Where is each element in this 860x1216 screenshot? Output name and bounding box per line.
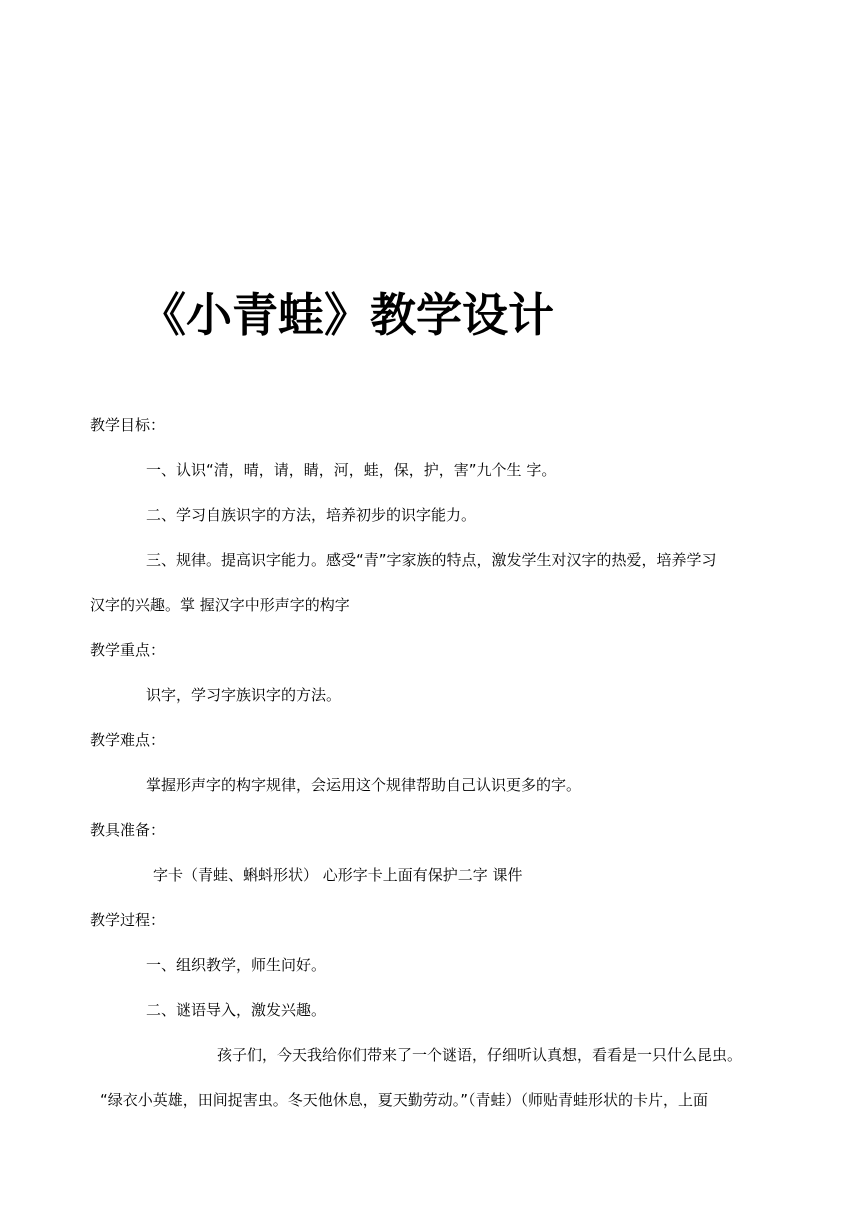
process-paragraph: 孩子们，今天我给你们带来了一个谜语，仔细听认真想，看看是一只什么昆虫。 — [217, 1046, 743, 1064]
process-step-1: 一、组织教学，师生问好。 — [146, 956, 327, 974]
teaching-difficulty-text: 掌握形声字的构字规律，会运用这个规律帮助自己认识更多的字。 — [146, 776, 582, 794]
heading-teaching-focus: 教学重点： — [90, 641, 166, 659]
heading-teaching-difficulty: 教学难点： — [90, 731, 166, 749]
process-paragraph-continued: “绿衣小英雄，田间捉害虫。冬天他休息，夏天勤劳动。”（青蛙）（师贴青蛙形状的卡片，上面 — [100, 1091, 709, 1109]
process-step-2: 二、谜语导入，激发兴趣。 — [146, 1001, 327, 1019]
heading-teaching-goals: 教学目标： — [90, 416, 166, 434]
heading-teaching-process: 教学过程： — [90, 911, 166, 929]
teaching-focus-text: 识字，学习字族识字的方法。 — [146, 686, 342, 704]
teaching-materials-text: 字卡（青蛙、蝌蚪形状） 心形字卡上面有保护二字 课件 — [153, 866, 523, 884]
document-title: 《小青蛙》教学设计 — [140, 288, 554, 342]
goal-item-1: 一、认识“清，晴，请，睛，河，蛙，保，护，害”九个生 字。 — [146, 461, 557, 479]
goal-item-3-continued: 汉字的兴趣。掌 握汉字中形声字的构字 — [90, 596, 350, 614]
heading-teaching-materials: 教具准备： — [90, 821, 166, 839]
goal-item-3: 三、规律。提高识字能力。感受“青”字家族的特点，激发学生对汉字的热爱，培养学习 — [146, 551, 717, 569]
goal-item-2: 二、学习自族识字的方法，培养初步的识字能力。 — [146, 506, 477, 524]
